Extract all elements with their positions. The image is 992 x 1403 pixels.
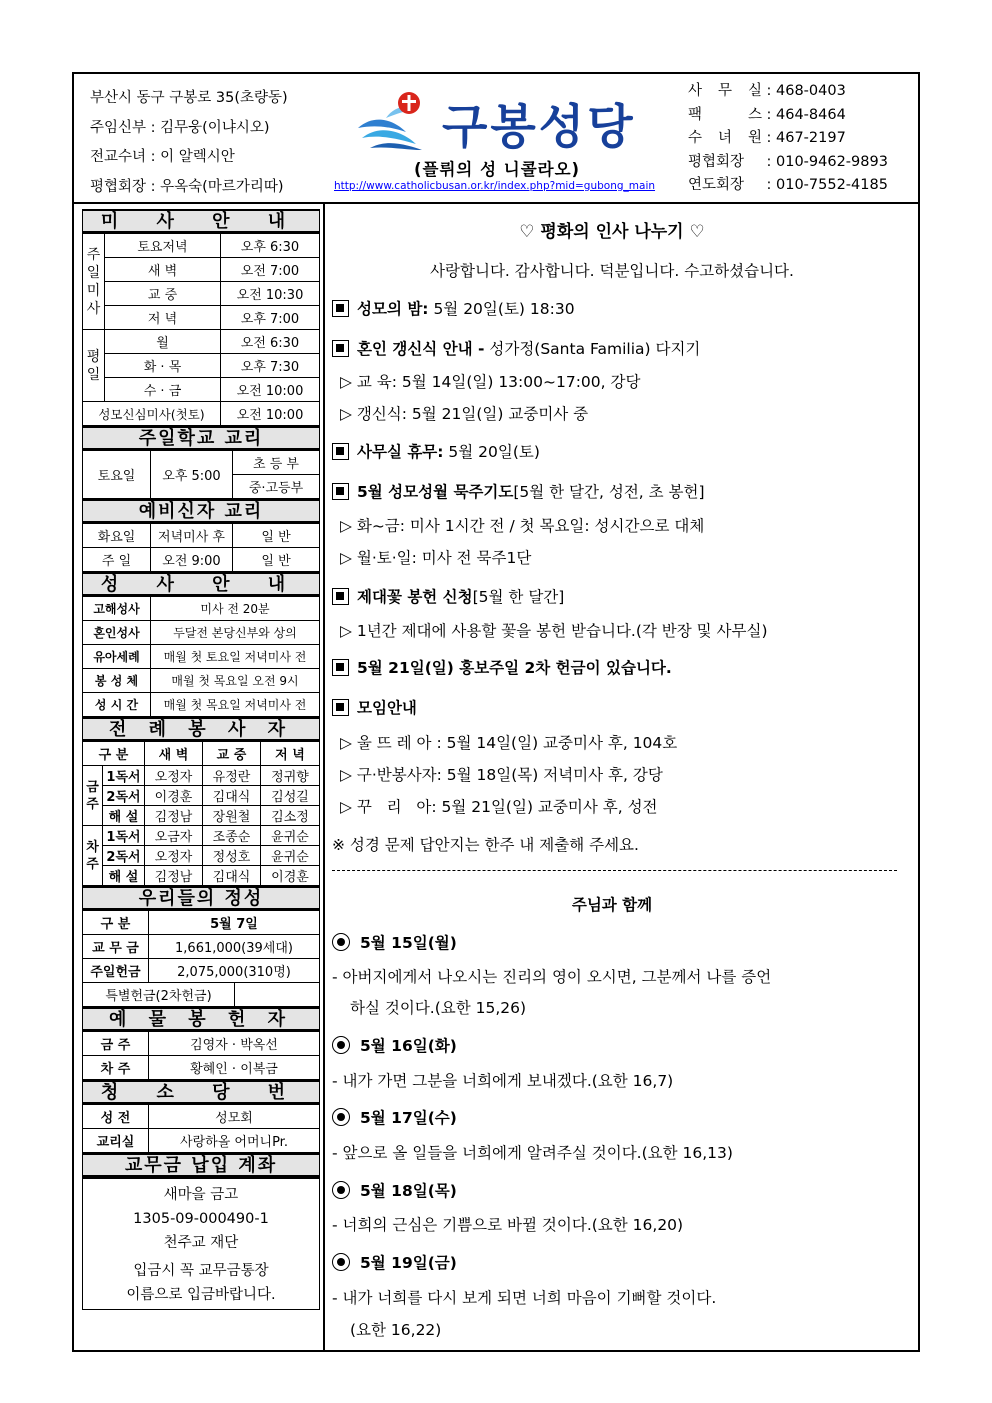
daily-verse: (요한 16,22) <box>350 1321 442 1339</box>
servers-table <box>82 741 320 886</box>
table-row <box>83 1032 320 1056</box>
notice-value: [5월 한 달간, 성전, 초 봉헌] <box>513 483 705 501</box>
daily-title: 주님과 함께 <box>571 896 653 914</box>
notice-sub: ▷ 울 뜨 레 아 : 5월 14일(일) 교중미사 후, 104호 <box>340 734 678 752</box>
mass-table <box>82 233 320 426</box>
account-title: 교무금 납입 계좌 <box>82 1153 320 1177</box>
contact-label: 사 무 실 <box>688 83 762 99</box>
notice-sub: ▷ 교 육: 5월 14일(일) 13:00~17:00, 강당 <box>340 373 641 391</box>
mass-time: 오전 7:00 <box>221 258 320 282</box>
table-row <box>83 935 320 959</box>
donor-names: 황혜인 · 이복금 <box>149 1056 320 1080</box>
server-role: 해 설 <box>103 866 145 886</box>
notice-label: 모임안내 <box>357 699 417 717</box>
square-bullet-icon <box>332 659 349 676</box>
server-name: 오금자 <box>145 826 203 846</box>
catechumen-title: 예비신자 교리 <box>82 499 320 523</box>
servers-header-cell: 구 분 <box>83 742 145 766</box>
circle-bullet-icon <box>332 1036 350 1054</box>
cleaning-place: 교리실 <box>83 1129 149 1153</box>
offering-name: 주일헌금 <box>83 959 149 983</box>
daily-verse: - 내가 가면 그분을 너희에게 보내겠다.(요한 16,7) <box>332 1072 674 1090</box>
notice-label: 사무실 휴무: <box>357 443 444 461</box>
catechumen-table <box>82 523 320 572</box>
mass-name: 월 <box>105 330 221 354</box>
contact-row: 사 무 실 : 468-0403 <box>688 80 888 104</box>
account-number: 1305-09-000490-1 <box>133 1211 269 1227</box>
server-role: 해 설 <box>103 806 145 826</box>
table-row <box>83 1105 320 1129</box>
parish-logo-icon <box>356 88 438 152</box>
contact-label: 수 녀 원 <box>688 130 762 146</box>
contact-value: 010-7552-4185 <box>776 177 888 193</box>
server-name: 오정자 <box>145 766 203 786</box>
sacrament-info: 매월 첫 목요일 저녁미사 전 <box>151 693 320 717</box>
server-name: 윤귀순 <box>261 826 320 846</box>
mass-time: 오전 10:00 <box>221 402 320 426</box>
sacrament-title: 성 사 안 내 <box>82 572 320 596</box>
offering-name: 교 무 금 <box>83 935 149 959</box>
table-row <box>83 621 320 645</box>
contact-value: 468-0403 <box>776 83 846 99</box>
server-name: 김대식 <box>203 866 261 886</box>
contact-value: 010-9462-9893 <box>776 153 888 170</box>
cleaning-table <box>82 1104 320 1153</box>
dashed-divider <box>332 870 897 871</box>
account-note-1: 입금시 꼭 교무금통장 <box>133 1263 269 1279</box>
donor-week: 금 주 <box>83 1032 149 1056</box>
pastor: 주임신부 : 김무웅(이냐시오) <box>90 119 270 136</box>
notice-sub: ▷ 갱신식: 5월 21일(일) 교중미사 중 <box>340 405 589 423</box>
sacrament-name: 혼인성사 <box>83 621 151 645</box>
server-name: 김소정 <box>261 806 320 826</box>
patron-saint: (플뤼의 성 니콜라오) <box>414 160 581 179</box>
table-row <box>83 959 320 983</box>
table-row <box>83 524 320 548</box>
contact-label: 연도회장 <box>688 177 745 193</box>
contact-value: 464-8464 <box>776 106 846 123</box>
school-group: 중·고등부 <box>233 475 320 499</box>
server-name: 윤귀순 <box>261 846 320 866</box>
table-row <box>83 330 320 354</box>
sacrament-name: 봉 성 체 <box>83 669 151 693</box>
contact-value: 467-2197 <box>776 130 846 146</box>
cleaning-place: 성 전 <box>83 1105 149 1129</box>
cleaning-title: 청 소 당 번 <box>82 1080 320 1104</box>
account-bank: 새마을 금고 <box>163 1187 239 1203</box>
sacrament-info: 매월 첫 토요일 저녁미사 전 <box>151 645 320 669</box>
offering-date: 5월 7일 <box>149 911 320 935</box>
contact-row: 연도회장 : 010-7552-4185 <box>688 174 888 198</box>
header <box>74 74 918 204</box>
offering-col-label: 구 분 <box>83 911 149 935</box>
sacrament-info: 두달전 본당신부와 상의 <box>151 621 320 645</box>
server-name: 김대식 <box>203 786 261 806</box>
daily-date-text: 5월 15일(월) <box>360 934 457 952</box>
mass-name: 토요저녁 <box>105 234 221 258</box>
square-bullet-icon <box>332 340 349 357</box>
server-role: 2독서 <box>103 786 145 806</box>
table-row <box>83 645 320 669</box>
special-offering: 특별헌금(2차헌금) <box>83 983 235 1007</box>
table-row <box>83 806 320 826</box>
sidebar <box>82 209 320 1310</box>
mass-time: 오후 6:30 <box>221 234 320 258</box>
column-divider <box>323 204 325 1352</box>
daily-verse: - 내가 너희를 다시 보게 되면 너희 마음이 기뻐할 것이다. <box>332 1289 717 1307</box>
servers-header-cell: 교 중 <box>203 742 261 766</box>
table-row <box>83 354 320 378</box>
mass-name: 수 · 금 <box>105 378 221 402</box>
daily-date-text: 5월 19일(금) <box>360 1254 457 1272</box>
catechumen-time: 오전 9:00 <box>151 548 233 572</box>
offering-value: 2,075,000(310명) <box>149 959 320 983</box>
square-bullet-icon <box>332 300 349 317</box>
circle-bullet-icon <box>332 1108 350 1126</box>
server-name: 조종순 <box>203 826 261 846</box>
offering-table <box>82 910 320 1007</box>
server-role: 1독서 <box>103 826 145 846</box>
server-week: 차 주 <box>83 826 103 886</box>
mass-time: 오전 6:30 <box>221 330 320 354</box>
council-head: 평협회장 : 우옥숙(마르가리따) <box>90 178 284 195</box>
notice-sub: ▷ 월·토·일: 미사 전 묵주1단 <box>340 549 532 567</box>
contact-label: 팩 스 <box>688 106 762 123</box>
offering-title: 우리들의 정성 <box>82 886 320 910</box>
notice-label: 제대꽃 봉헌 신청 <box>357 588 473 606</box>
notice-sub: ▷ 1년간 제대에 사용할 꽃을 봉헌 받습니다.(각 반장 및 사무실) <box>340 622 768 640</box>
square-bullet-icon <box>332 483 349 500</box>
daily-date-text: 5월 16일(화) <box>360 1037 457 1055</box>
notice-marriage-renewal <box>332 337 700 359</box>
school-time: 오후 5:00 <box>151 451 233 499</box>
notice-holy-mother-night <box>332 297 575 319</box>
table-row <box>83 766 320 786</box>
mass-time: 오후 7:30 <box>221 354 320 378</box>
table-row <box>83 846 320 866</box>
mass-name: 저 녁 <box>105 306 221 330</box>
daily-date <box>332 1179 457 1201</box>
mass-name: 새 벽 <box>105 258 221 282</box>
daily-date <box>332 1251 457 1273</box>
server-name: 김정남 <box>145 866 203 886</box>
notice-value: 성가정(Santa Familia) 다지기 <box>489 340 701 358</box>
contact-row: 팩 스 : 464-8464 <box>688 104 888 128</box>
daily-date <box>332 1106 457 1128</box>
table-row <box>83 866 320 886</box>
special-offering-value <box>235 983 320 1007</box>
table-row <box>83 234 320 258</box>
circle-bullet-icon <box>332 1181 350 1199</box>
daily-verse: - 너희의 근심은 기쁨으로 바뀔 것이다.(요한 16,20) <box>332 1216 684 1234</box>
parish-name: 구봉성당 <box>442 100 636 155</box>
website-link[interactable]: http://www.catholicbusan.or.kr/index.php?mid=gubong_main <box>334 180 656 192</box>
server-week: 금 주 <box>83 766 103 826</box>
donor-table <box>82 1031 320 1080</box>
parish-info <box>90 84 288 202</box>
daily-date-text: 5월 18일(목) <box>360 1182 457 1200</box>
notice-label: 성모의 밤: <box>357 300 429 318</box>
square-bullet-icon <box>332 443 349 460</box>
weekday-mass-label: 평 일 <box>83 330 105 402</box>
account-note-2: 이름으로 입금바랍니다. <box>126 1287 276 1303</box>
sacrament-name: 유아세례 <box>83 645 151 669</box>
school-group: 초 등 부 <box>233 451 320 475</box>
table-row <box>83 282 320 306</box>
table-row <box>83 378 320 402</box>
table-row <box>83 306 320 330</box>
server-role: 1독서 <box>103 766 145 786</box>
notice-value: 5월 20일(토) <box>448 443 540 461</box>
sacrament-info: 매월 첫 목요일 오전 9시 <box>151 669 320 693</box>
cleaning-group: 성모회 <box>149 1105 320 1129</box>
table-row <box>83 402 320 426</box>
daily-verse: - 앞으로 올 일들을 너희에게 알려주실 것이다.(요한 16,13) <box>332 1144 733 1162</box>
servers-header-cell: 저 녁 <box>261 742 320 766</box>
mass-time: 오전 10:00 <box>221 378 320 402</box>
square-bullet-icon <box>332 699 349 716</box>
server-role: 2독서 <box>103 846 145 866</box>
square-bullet-icon <box>332 588 349 605</box>
notice-office-closed <box>332 440 540 462</box>
table-row <box>83 451 320 475</box>
server-name: 유정란 <box>203 766 261 786</box>
account-info <box>82 1177 320 1310</box>
circle-bullet-icon <box>332 933 350 951</box>
daily-verse: - 아버지에게서 나오시는 진리의 영이 오시면, 그분께서 나를 증언 <box>332 968 772 986</box>
table-row <box>83 742 320 766</box>
sacrament-name: 성 시 간 <box>83 693 151 717</box>
server-name: 장원철 <box>203 806 261 826</box>
sunday-mass-label: 주 일 미 사 <box>83 234 105 330</box>
table-row <box>83 786 320 806</box>
table-row <box>83 983 320 1007</box>
server-name: 이경훈 <box>145 786 203 806</box>
notice-label: 5월 21일(일) 홍보주일 2차 헌금이 있습니다. <box>357 659 672 677</box>
notice-altar-flowers <box>332 585 564 607</box>
catechumen-group: 일 반 <box>233 524 320 548</box>
notice-second-collection <box>332 656 672 678</box>
peace-text: 사랑합니다. 감사합니다. 덕분입니다. 수고하셨습니다. <box>430 262 794 280</box>
bible-quiz-note: ※ 성경 문제 답안지는 한주 내 제출해 주세요. <box>332 836 639 854</box>
table-row <box>83 1056 320 1080</box>
notice-rosary <box>332 480 705 502</box>
mass-name: 교 중 <box>105 282 221 306</box>
school-day: 토요일 <box>83 451 151 499</box>
account-holder: 천주교 재단 <box>163 1235 239 1251</box>
server-name: 정성호 <box>203 846 261 866</box>
mass-time: 오전 10:30 <box>221 282 320 306</box>
sacrament-name: 고해성사 <box>83 597 151 621</box>
notice-sub: ▷ 구·반봉사자: 5월 18일(목) 저녁미사 후, 강당 <box>340 766 663 784</box>
notice-label: 5월 성모성월 묵주기도 <box>357 483 514 501</box>
mass-time: 오후 7:00 <box>221 306 320 330</box>
donor-names: 김영자 · 박옥선 <box>149 1032 320 1056</box>
donor-title: 예 물 봉 헌 자 <box>82 1007 320 1031</box>
table-row <box>83 693 320 717</box>
notice-value: 5월 20일(토) 18:30 <box>433 300 575 318</box>
table-row <box>83 669 320 693</box>
contact-label: 평협회장 <box>688 153 745 170</box>
circle-bullet-icon <box>332 1253 350 1271</box>
servers-header-cell: 새 벽 <box>145 742 203 766</box>
table-row <box>83 1129 320 1153</box>
daily-date <box>332 931 457 953</box>
server-name: 이경훈 <box>261 866 320 886</box>
notice-meetings <box>332 696 417 718</box>
bulletin-frame <box>72 72 920 1352</box>
servers-title: 전 례 봉 사 자 <box>82 717 320 741</box>
table-row <box>83 548 320 572</box>
offering-value: 1,661,000(39세대) <box>149 935 320 959</box>
contact-list <box>688 80 888 198</box>
table-row <box>83 258 320 282</box>
sunday-school-table <box>82 450 320 499</box>
sunday-school-title: 주일학교 교리 <box>82 426 320 450</box>
daily-verse: 하실 것이다.(요한 15,26) <box>350 999 527 1017</box>
server-name: 김정남 <box>145 806 203 826</box>
address: 부산시 동구 구봉로 35(초량동) <box>90 90 288 106</box>
catechumen-group: 일 반 <box>233 548 320 572</box>
notice-sub: ▷ 화~금: 미사 1시간 전 / 첫 목요일: 성시간으로 대체 <box>340 517 705 535</box>
table-row <box>83 911 320 935</box>
peace-title: ♡ 평화의 인사 나누기 ♡ <box>519 222 705 242</box>
notice-label: 혼인 갱신식 안내 - <box>357 340 485 358</box>
table-row <box>83 597 320 621</box>
sacrament-table <box>82 596 320 717</box>
notice-value: [5월 한 달간] <box>472 588 565 606</box>
catechumen-time: 저녁미사 후 <box>151 524 233 548</box>
daily-date <box>332 1034 457 1056</box>
server-name: 김성길 <box>261 786 320 806</box>
cleaning-group: 사랑하올 어머니Pr. <box>149 1129 320 1153</box>
mass-name: 성모신심미사(첫토) <box>83 402 221 426</box>
contact-row: 수 녀 원 : 467-2197 <box>688 127 888 151</box>
daily-date-text: 5월 17일(수) <box>360 1109 457 1127</box>
mass-title: 미 사 안 내 <box>82 209 320 233</box>
notice-sub: ▷ 꾸 리 아: 5월 21일(일) 교중미사 후, 성전 <box>340 798 658 816</box>
server-name: 정귀향 <box>261 766 320 786</box>
sacrament-info: 미사 전 20분 <box>151 597 320 621</box>
catechumen-day: 화요일 <box>83 524 151 548</box>
catechumen-day: 주 일 <box>83 548 151 572</box>
contact-row: 평협회장 : 010-9462-9893 <box>688 151 888 175</box>
mass-name: 화 · 목 <box>105 354 221 378</box>
donor-week: 차 주 <box>83 1056 149 1080</box>
table-row <box>83 826 320 846</box>
sister: 전교수녀 : 이 알렉시안 <box>90 149 235 165</box>
server-name: 오정자 <box>145 846 203 866</box>
